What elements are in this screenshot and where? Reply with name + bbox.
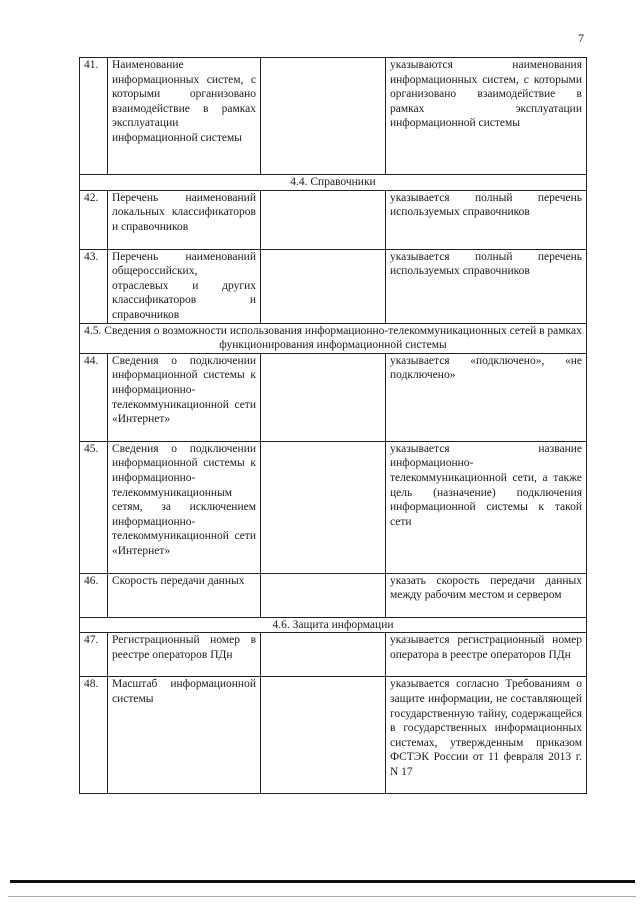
page-number: 7 [578, 31, 584, 45]
field-value [261, 249, 386, 323]
section-row [80, 323, 587, 353]
field-value [261, 190, 386, 249]
field-requirement: указывается регистрационный номер оператора в реестре операторов ПДн [386, 633, 587, 677]
requirements-table [79, 57, 587, 794]
field-name: Сведения о подключении информационной системы к информационно-телекоммуникационным сетям, за исключением информационно-телекоммуникационной сети «Интернет» [108, 441, 261, 573]
field-value [261, 677, 386, 794]
field-value [261, 441, 386, 573]
field-name: Сведения о подключении информационной системы к информационно-телекоммуникационной сети «Интернет» [108, 353, 261, 441]
row-number: 48. [80, 677, 108, 794]
row-number: 41. [80, 58, 108, 175]
scan-edge [8, 896, 636, 897]
section-row [80, 175, 587, 191]
table-row [80, 677, 587, 794]
field-name: Перечень наименований локальных классификаторов и справочников [108, 190, 261, 249]
row-number: 44. [80, 353, 108, 441]
table-row [80, 58, 587, 175]
row-number: 43. [80, 249, 108, 323]
table-row [80, 249, 587, 323]
table-row [80, 190, 587, 249]
field-name: Масштаб информационной системы [108, 677, 261, 794]
field-name: Скорость передачи данных [108, 573, 261, 617]
field-name: Регистрационный номер в реестре операторов ПДн [108, 633, 261, 677]
section-row [80, 617, 587, 633]
field-requirement: указываются наименования информационных систем, с которыми организовано взаимодействие в рамках эксплуатации информационной системы [386, 58, 587, 175]
table-row [80, 633, 587, 677]
field-name: Перечень наименований общероссийских, отраслевых и других классификаторов и справочников [108, 249, 261, 323]
section-title: 4.5. Сведения о возможности использования информационно-телекоммуникационных сетей в рамках функционирования информационной системы [80, 323, 587, 353]
field-requirement: указывается согласно Требованиям о защите информации, не составляющей государственную тайну, содержащейся в государственных информационных системах, утвержденным приказом ФСТЭК России от 11 февраля 2013 г. N 17 [386, 677, 587, 794]
row-number: 45. [80, 441, 108, 573]
field-requirement: указывается полный перечень используемых справочников [386, 190, 587, 249]
section-title: 4.6. Защита информации [80, 617, 587, 633]
field-requirement: указывается полный перечень используемых справочников [386, 249, 587, 323]
field-value [261, 573, 386, 617]
field-value [261, 633, 386, 677]
table-row [80, 353, 587, 441]
field-value [261, 58, 386, 175]
scan-edge [10, 880, 635, 883]
field-name: Наименование информационных систем, с которыми организовано взаимодействие в рамках эксплуатации информационной системы [108, 58, 261, 175]
field-requirement: указать скорость передачи данных между рабочим местом и сервером [386, 573, 587, 617]
table-row [80, 441, 587, 573]
row-number: 47. [80, 633, 108, 677]
section-title: 4.4. Справочники [80, 175, 587, 191]
field-requirement: указывается «подключено», «не подключено» [386, 353, 587, 441]
field-requirement: указывается название информационно-телекоммуникационной сети, а также цель (назначение) подключения информационной системы к такой сети [386, 441, 587, 573]
row-number: 46. [80, 573, 108, 617]
field-value [261, 353, 386, 441]
row-number: 42. [80, 190, 108, 249]
table-row [80, 573, 587, 617]
